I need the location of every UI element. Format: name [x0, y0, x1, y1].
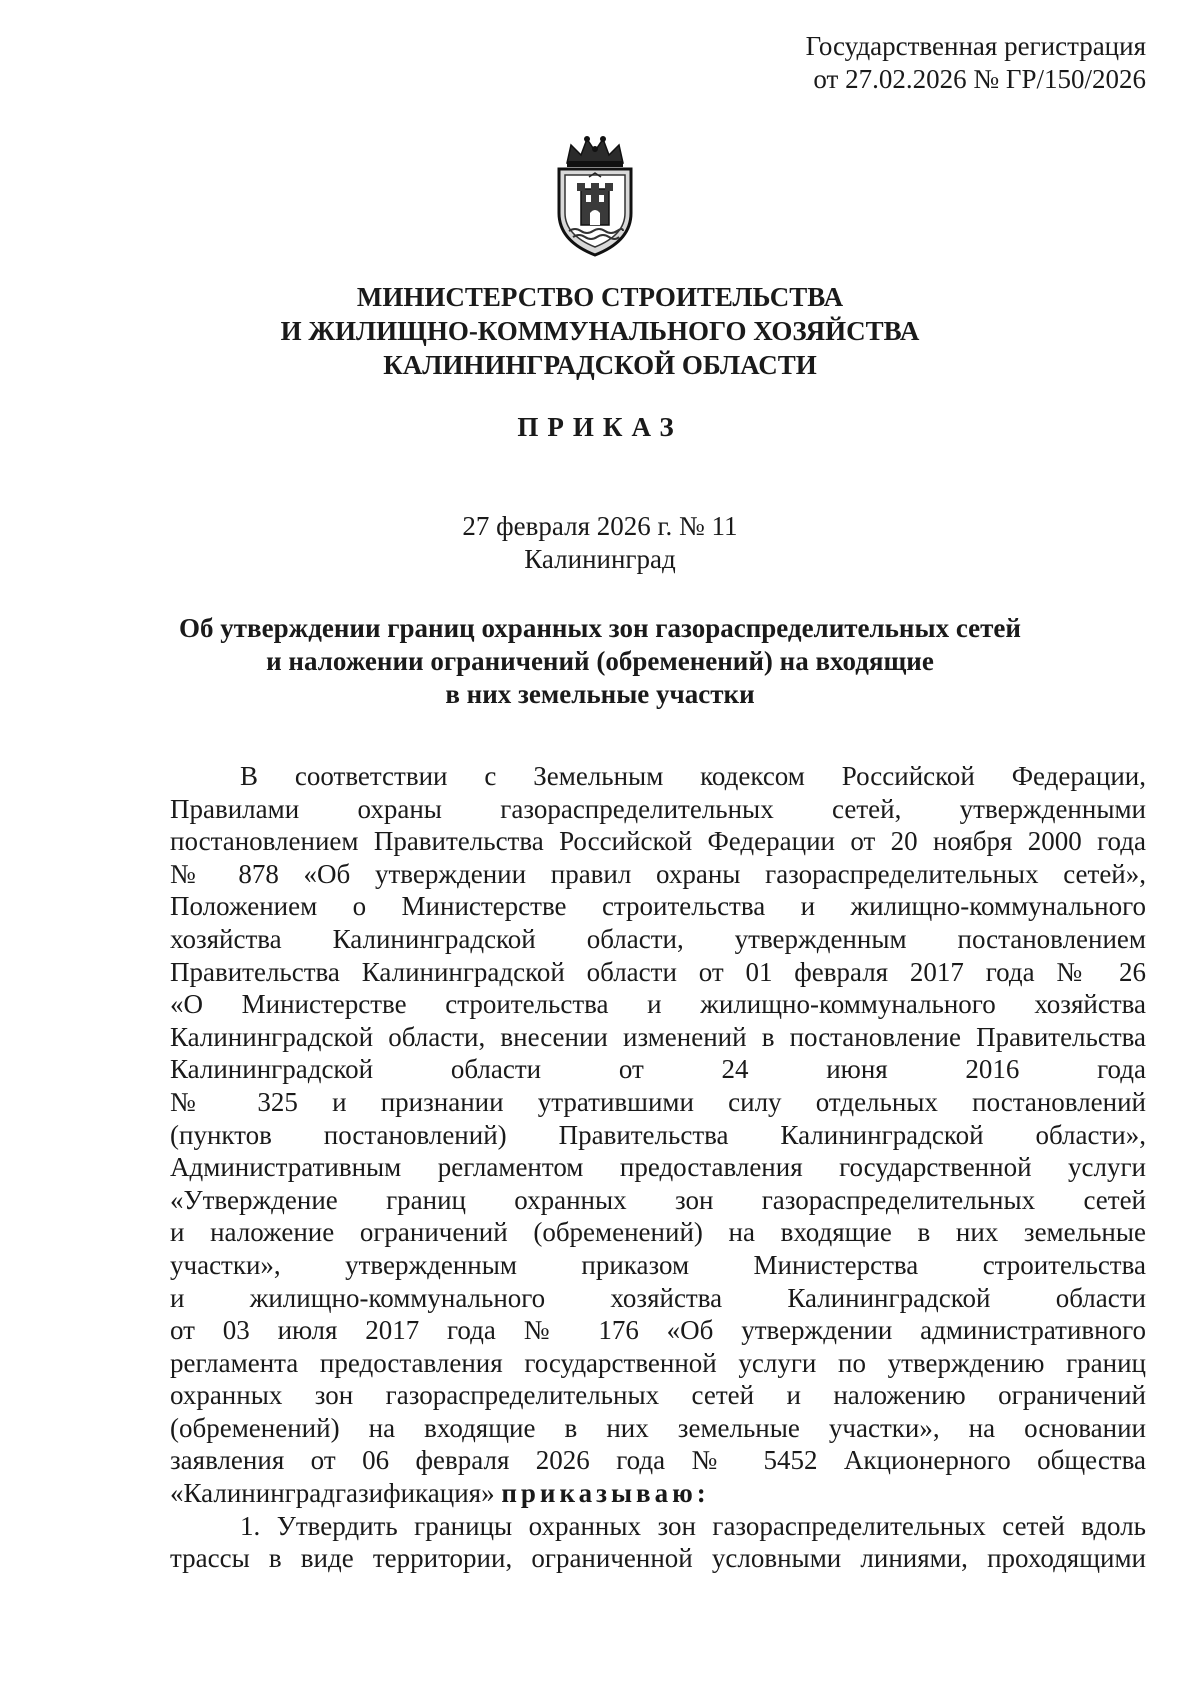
registration-stamp: [626, 30, 1146, 96]
item-1-line-2: трассы в виде территории, ограниченной условными линиями, проходящими: [170, 1543, 1146, 1574]
body-closing-line: [170, 1477, 1146, 1510]
body-line: «О Министерстве строительства и жилищно-коммунального хозяйства: [170, 989, 1146, 1020]
body-line: хозяйства Калининградской области, утвержденным постановлением: [170, 923, 1146, 954]
body-line: Правительства Калининградской области от 01 февраля 2017 года № 26: [170, 956, 1146, 987]
body-line: Калининградской области, внесении изменений в постановление Правительства: [170, 1021, 1146, 1052]
body-line: Положением о Министерстве строительства и жилищно-коммунального: [170, 891, 1146, 922]
order-title: ПРИКАЗ: [517, 412, 683, 442]
body-line: Калининградской области от 24 июня 2016 года: [170, 1054, 1146, 1085]
body-line: Правилами охраны газораспределительных сетей, утвержденными: [170, 793, 1146, 824]
order-body: [170, 760, 1146, 1575]
body-line: «Утверждение границ охранных зон газораспределительных сетей: [170, 1184, 1146, 1215]
body-line: заявления от 06 февраля 2026 года № 5452 Акционерного общества: [170, 1445, 1146, 1476]
body-line: Административным регламентом предоставления государственной услуги: [170, 1152, 1146, 1183]
body-line: (обременений) на входящие в них земельные участки», на основании: [170, 1412, 1146, 1443]
registration-line-2: от 27.02.2026 № ГР/150/2026: [813, 64, 1146, 94]
order-date-block: [0, 510, 1200, 576]
order-subject: [0, 612, 1200, 711]
body-line: и наложение ограничений (обременений) на входящие в них земельные: [170, 1217, 1146, 1248]
body-line: постановлением Правительства Российской Федерации от 20 ноября 2000 года: [170, 826, 1146, 857]
registration-line-1: Государственная регистрация: [805, 31, 1146, 61]
body-line: № 325 и признании утратившими силу отдельных постановлений: [170, 1086, 1146, 1117]
body-line: охранных зон газораспределительных сетей и наложению ограничений: [170, 1380, 1146, 1411]
kaliningrad-coat-of-arms-icon: [545, 133, 645, 258]
ministry-name: [0, 280, 1200, 382]
body-line: регламента предоставления государственной услуги по утверждению границ: [170, 1347, 1146, 1378]
ministry-line-2: И ЖИЛИЩНО-КОММУНАЛЬНОГО ХОЗЯЙСТВА: [280, 316, 920, 346]
item-1-line-1: 1. Утвердить границы охранных зон газораспределительных сетей вдоль: [240, 1510, 1146, 1541]
subject-line-2: и наложении ограничений (обременений) на входящие: [266, 646, 934, 676]
order-city: Калининград: [524, 544, 676, 574]
body-line: и жилищно-коммунального хозяйства Калининградской области: [170, 1282, 1146, 1313]
order-date-number: 27 февраля 2026 г. № 11: [462, 511, 738, 541]
subject-line-1: Об утверждении границ охранных зон газораспределительных сетей: [179, 613, 1021, 643]
body-line: участки», утвержденным приказом Министерства строительства: [170, 1249, 1146, 1280]
subject-line-3: в них земельные участки: [445, 679, 755, 709]
closing-prefix: «Калининградгазификация»: [170, 1478, 502, 1509]
body-line: (пунктов постановлений) Правительства Калининградской области»,: [170, 1119, 1146, 1150]
body-line: от 03 июля 2017 года № 176 «Об утверждении административного: [170, 1315, 1146, 1346]
body-line: № 878 «Об утверждении правил охраны газораспределительных сетей»,: [170, 858, 1146, 889]
ministry-line-1: МИНИСТЕРСТВО СТРОИТЕЛЬСТВА: [356, 282, 844, 312]
ministry-line-3: КАЛИНИНГРАДСКОЙ ОБЛАСТИ: [383, 350, 817, 380]
order-directive: приказываю:: [501, 1478, 710, 1509]
body-line: В соответствии с Земельным кодексом Российской Федерации,: [240, 761, 1146, 791]
